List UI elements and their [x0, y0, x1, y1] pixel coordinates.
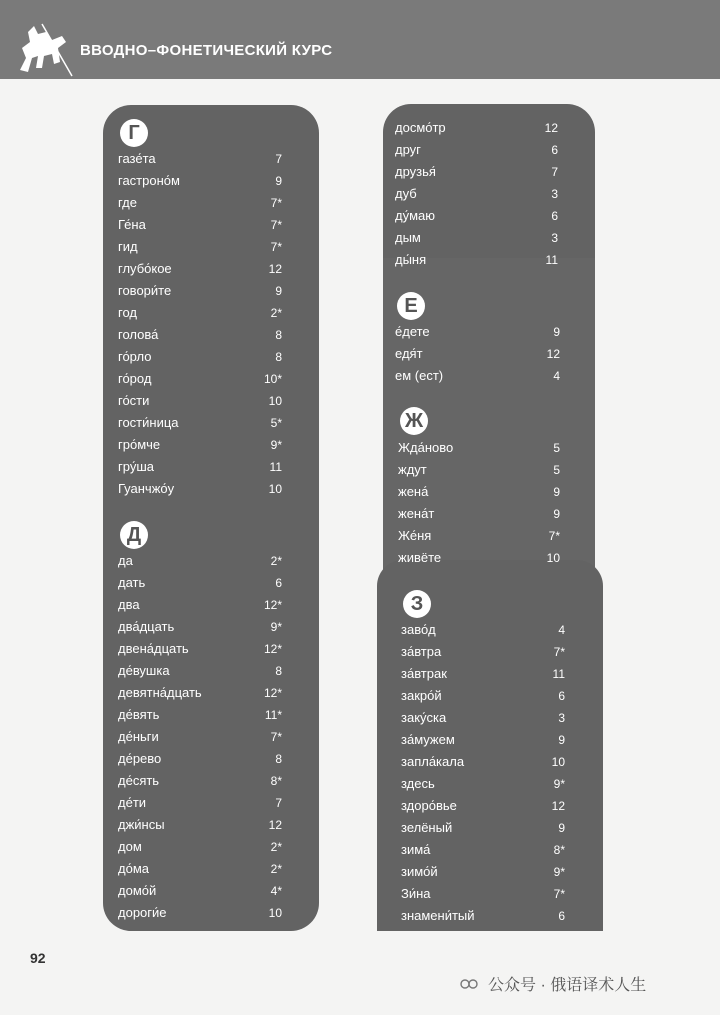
index-entry-word: гид: [118, 239, 138, 254]
index-entry-lesson-number: 11: [552, 667, 565, 681]
index-entry-word: жена́т: [398, 506, 435, 521]
index-entry-word: запла́кала: [401, 754, 465, 769]
index-entry-word: де́сять: [118, 773, 160, 788]
index-entry-lesson-number: 7*: [548, 529, 560, 543]
index-entry-lesson-number: 6: [558, 909, 565, 923]
index-entry-word: двена́дцать: [118, 641, 189, 656]
section-letter-badge: Г: [120, 119, 148, 147]
index-entry-lesson-number: 4: [558, 623, 565, 637]
index-entry-lesson-number: 7: [551, 165, 558, 179]
index-entry-word: Гуанчжо́у: [118, 481, 175, 496]
index-entry-word: едя́т: [395, 346, 423, 361]
index-entry-word: заку́ска: [401, 710, 447, 725]
index-entry-word: де́ти: [118, 795, 147, 810]
section-letter-badge: Е: [397, 292, 425, 320]
index-entry-word: де́вушка: [118, 663, 170, 678]
index-entry-word: го́сти: [118, 393, 150, 408]
index-entry-lesson-number: 10: [268, 394, 282, 408]
index-entry-lesson-number: 10*: [263, 372, 282, 386]
index-entry-lesson-number: 8: [275, 328, 282, 342]
index-entry-word: два́дцать: [118, 619, 175, 634]
index-entry-lesson-number: 9: [553, 325, 560, 339]
index-entry-lesson-number: 5*: [270, 416, 282, 430]
index-entry-lesson-number: 10: [546, 551, 560, 565]
index-entry-word: ждут: [398, 462, 427, 477]
index-entry-word: ду́маю: [395, 208, 436, 223]
watermark: [460, 972, 646, 995]
index-entry-word: девятна́дцать: [118, 685, 202, 700]
index-entry-lesson-number: 12*: [263, 686, 282, 700]
index-entry-lesson-number: 5: [553, 463, 560, 477]
index-entry-lesson-number: 9: [558, 821, 565, 835]
index-entry-word: Зи́на: [401, 886, 431, 901]
index-entry-lesson-number: 8: [275, 350, 282, 364]
index-entry-word: гро́мче: [118, 437, 161, 452]
index-entry-word: друг: [395, 142, 421, 157]
index-entry-word: го́рло: [118, 349, 152, 364]
index-entry-word: дом: [118, 839, 142, 854]
index-entry-lesson-number: 2*: [270, 306, 282, 320]
index-entry-lesson-number: 7*: [270, 730, 282, 744]
index-entry-word: здесь: [401, 776, 435, 791]
index-entry-lesson-number: 7*: [270, 218, 282, 232]
index-entry-lesson-number: 12*: [263, 598, 282, 612]
section-letter-badge: Ж: [400, 407, 428, 435]
index-entry-lesson-number: 2*: [270, 862, 282, 876]
index-entry-lesson-number: 5: [553, 441, 560, 455]
index-entry-word: здоро́вье: [401, 798, 457, 813]
index-entry-word: дым: [395, 230, 421, 245]
index-entry-lesson-number: 7*: [553, 645, 565, 659]
index-entry-word: ды́ня: [395, 252, 427, 267]
index-entry-lesson-number: 7*: [553, 887, 565, 901]
index-entry-word: зима́: [401, 842, 431, 857]
index-entry-lesson-number: 10: [268, 482, 282, 496]
index-entry-lesson-number: 6: [275, 576, 282, 590]
page-number: 92: [30, 950, 46, 966]
index-entry-lesson-number: 9*: [270, 620, 282, 634]
index-entry-word: живёте: [398, 550, 442, 565]
index-entry-word: дуб: [395, 186, 417, 201]
index-entry-word: Жда́ново: [398, 440, 454, 455]
index-entry-lesson-number: 9: [275, 174, 282, 188]
index-entry-lesson-number: 9: [275, 284, 282, 298]
index-entry-lesson-number: 7*: [270, 240, 282, 254]
index-entry-lesson-number: 3: [558, 711, 565, 725]
watermark-text: 公众号 · 俄语译术人生: [488, 977, 647, 994]
index-entry-word: заво́д: [401, 622, 436, 637]
index-entry-word: дать: [118, 575, 146, 590]
header-title: ВВОДНО–ФОНЕТИЧЕСКИЙ КУРС: [80, 42, 333, 59]
index-entry-lesson-number: 2*: [270, 554, 282, 568]
index-entry-word: де́вять: [118, 707, 160, 722]
index-entry-lesson-number: 11: [545, 253, 558, 267]
index-entry-word: гастроно́м: [118, 173, 180, 188]
index-entry-lesson-number: 7: [275, 152, 282, 166]
index-entry-lesson-number: 9*: [553, 777, 565, 791]
index-entry-lesson-number: 6: [551, 143, 558, 157]
index-entry-lesson-number: 12: [551, 799, 565, 813]
index-entry-lesson-number: 6: [558, 689, 565, 703]
index-entry-lesson-number: 9: [558, 733, 565, 747]
index-entry-lesson-number: 8: [275, 752, 282, 766]
index-entry-lesson-number: 8: [275, 664, 282, 678]
index-entry-word: говори́те: [118, 283, 172, 298]
index-entry-lesson-number: 10: [268, 906, 282, 920]
index-entry-word: Ге́на: [118, 217, 146, 232]
page-header: [0, 0, 720, 79]
index-entry-lesson-number: 4: [553, 369, 560, 383]
index-entry-word: зимо́й: [401, 864, 438, 879]
index-entry-word: голова́: [118, 327, 159, 342]
index-entry-word: жена́: [398, 484, 429, 499]
index-entry-word: друзья́: [395, 164, 436, 179]
index-entry-lesson-number: 2*: [270, 840, 282, 854]
index-entry-word: е́дете: [395, 324, 430, 339]
index-entry-lesson-number: 12: [268, 818, 282, 832]
index-entry-word: де́ньги: [118, 729, 159, 744]
index-entry-word: до́ма: [118, 861, 149, 876]
wechat-icon: [460, 977, 482, 991]
index-entry-lesson-number: 12: [268, 262, 282, 276]
index-entry-word: ем (ест): [395, 368, 444, 383]
index-entry-lesson-number: 3: [551, 231, 558, 245]
index-entry-lesson-number: 8*: [553, 843, 565, 857]
index-entry-word: год: [118, 305, 137, 320]
index-entry-word: домо́й: [118, 883, 157, 898]
horse-rider-icon: [12, 18, 74, 78]
index-entry-word: за́втрак: [401, 666, 447, 681]
index-entry-word: Же́ня: [398, 528, 432, 543]
index-entry-word: за́втра: [401, 644, 442, 659]
index-entry-lesson-number: 4*: [270, 884, 282, 898]
index-entry-word: газе́та: [118, 151, 156, 166]
index-entry-lesson-number: 11: [269, 460, 282, 474]
index-entry-word: два: [118, 597, 140, 612]
index-entry-word: дороги́е: [118, 905, 167, 920]
index-entry-lesson-number: 12*: [263, 642, 282, 656]
index-entry-word: го́род: [118, 371, 152, 386]
index-entry-lesson-number: 11*: [264, 708, 282, 722]
index-entry-lesson-number: 10: [551, 755, 565, 769]
index-entry-word: закро́й: [401, 688, 442, 703]
index-entry-word: глубо́кое: [118, 261, 172, 276]
index-entry-word: гру́ша: [118, 459, 154, 474]
index-entry-lesson-number: 9: [553, 485, 560, 499]
index-entry-word: де́рево: [118, 751, 162, 766]
index-entry-lesson-number: 12: [546, 347, 560, 361]
index-entry-lesson-number: 8*: [270, 774, 282, 788]
section-letter-badge: З: [403, 590, 431, 618]
index-entry-lesson-number: 7*: [270, 196, 282, 210]
index-entry-lesson-number: 9: [553, 507, 560, 521]
index-entry-word: зелёный: [401, 820, 453, 835]
index-entry-word: гости́ница: [118, 415, 179, 430]
index-entry-lesson-number: 3: [551, 187, 558, 201]
index-entry-lesson-number: 9*: [270, 438, 282, 452]
index-entry-lesson-number: 9*: [553, 865, 565, 879]
index-entry-word: знамени́тый: [401, 908, 475, 923]
index-entry-lesson-number: 12: [544, 121, 558, 135]
index-entry-word: джи́нсы: [118, 817, 165, 832]
index-entry-lesson-number: 6: [551, 209, 558, 223]
index-entry-word: да: [118, 553, 133, 568]
index-entry-word: досмо́тр: [395, 120, 446, 135]
section-letter-badge: Д: [120, 521, 148, 549]
index-entry-lesson-number: 7: [275, 796, 282, 810]
index-entry-word: где: [118, 195, 137, 210]
index-entry-word: за́мужем: [401, 732, 455, 747]
